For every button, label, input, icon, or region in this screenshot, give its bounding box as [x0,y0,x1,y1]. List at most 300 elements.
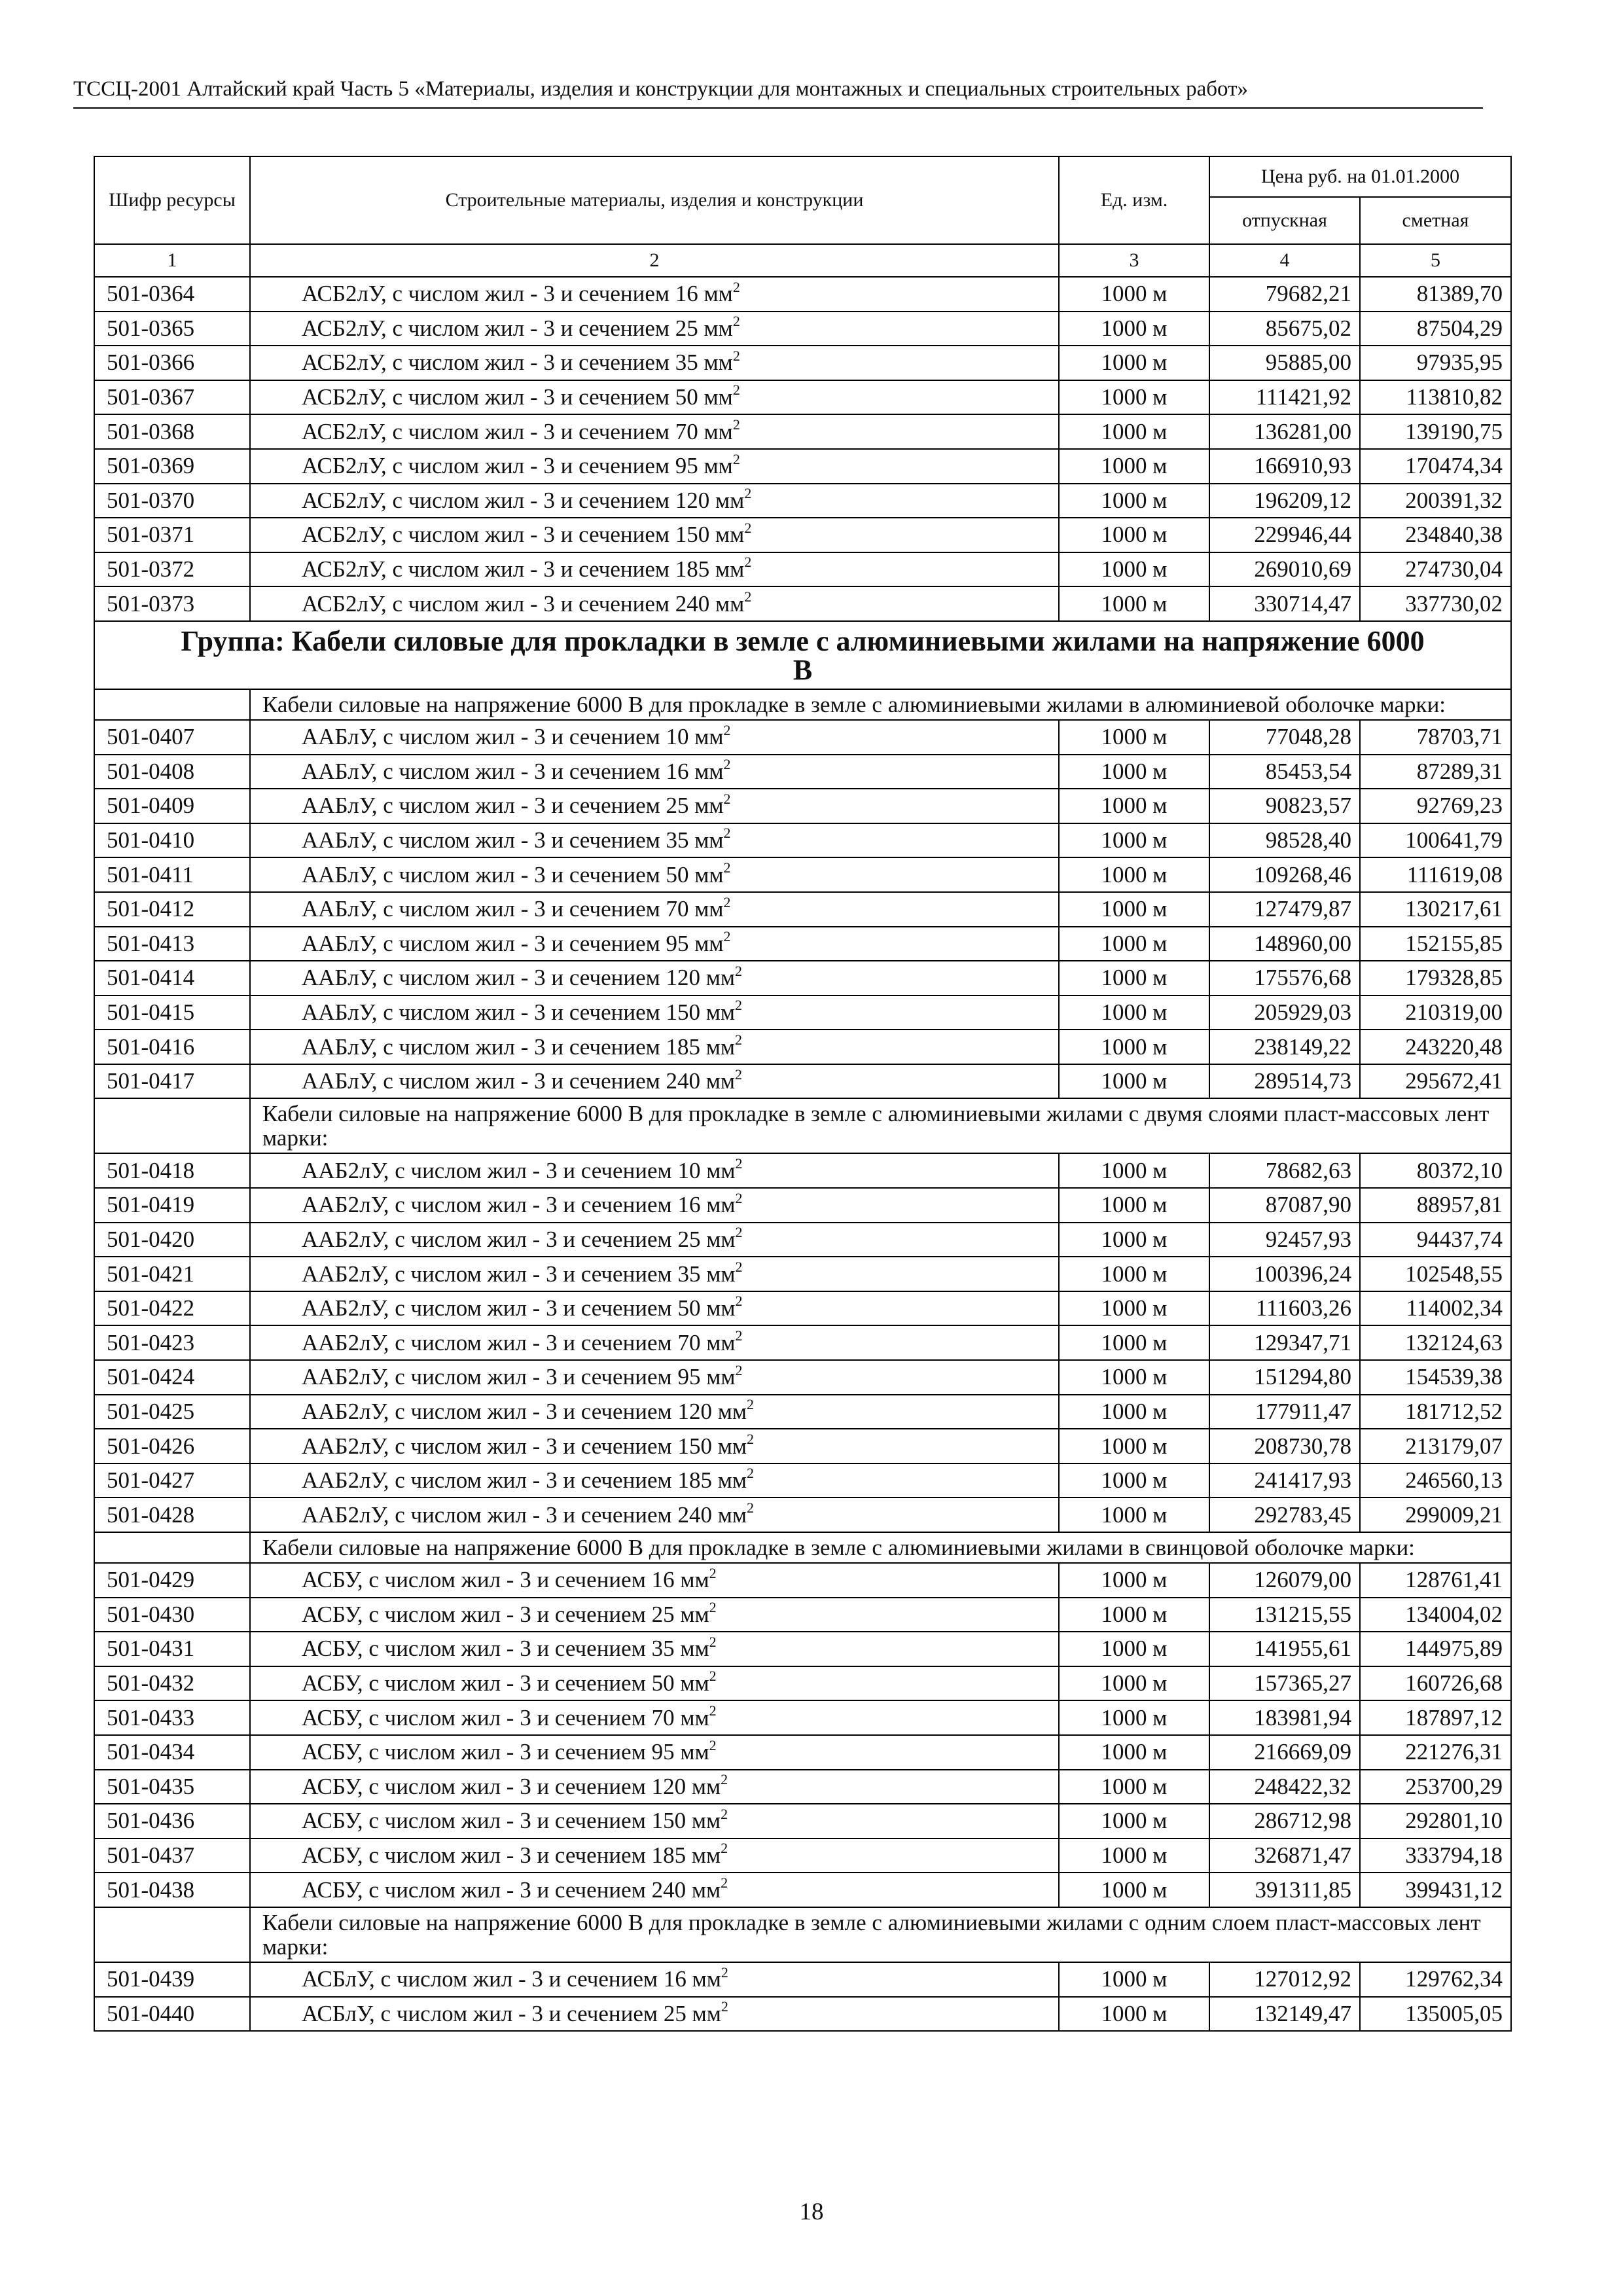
resource-name-text: АСБУ, с числом жил - 3 и сечением 50 мм [302,1670,709,1696]
resource-name [250,1360,1059,1395]
superscript-2: 2 [735,962,743,979]
price-estimate: 94437,74 [1360,1223,1511,1257]
resource-name-text: ААБ2лУ, с числом жил - 3 и сечением 50 мм [302,1295,736,1321]
superscript-2: 2 [744,588,752,605]
resource-name-text: ААБ2лУ, с числом жил - 3 и сечением 95 мм [302,1364,736,1390]
price-estimate: 213179,07 [1360,1429,1511,1463]
price-estimate: 134004,02 [1360,1598,1511,1632]
price-table [94,156,1512,2032]
resource-name-text: ААБлУ, с числом жил - 3 и сечением 95 мм [302,930,724,956]
subgroup-2 [94,1098,1511,1532]
price-release: 151294,80 [1209,1360,1360,1395]
table-row [94,449,1511,484]
unit: 1000 м [1059,1997,1209,2032]
resource-name [250,927,1059,961]
table-row [94,1666,1511,1701]
group-title [94,621,1511,689]
price-release: 127479,87 [1209,892,1360,927]
price-estimate: 181712,52 [1360,1395,1511,1429]
unit: 1000 м [1059,1839,1209,1873]
table-row [94,1598,1511,1632]
table-row [94,1962,1511,1997]
col-unit-header: Ед. изм. [1059,156,1209,244]
superscript-2: 2 [721,1964,728,1981]
resource-name [250,1291,1059,1326]
resource-name [250,1030,1059,1064]
resource-name-text: ААБ2лУ, с числом жил - 3 и сечением 35 мм [302,1261,736,1287]
resource-name [250,1257,1059,1291]
price-estimate: 210319,00 [1360,996,1511,1030]
table-row [94,586,1511,621]
price-estimate: 87504,29 [1360,312,1511,346]
resource-name-text: АСБ2лУ, с числом жил - 3 и сечением 35 мм [302,350,733,376]
superscript-2: 2 [735,1031,743,1048]
price-estimate: 221276,31 [1360,1735,1511,1770]
price-estimate: 144975,89 [1360,1632,1511,1666]
price-estimate: 139190,75 [1360,414,1511,449]
column-number: 3 [1059,244,1209,277]
table-row [94,1873,1511,1907]
unit: 1000 м [1059,1064,1209,1099]
table-row [94,552,1511,587]
resource-name [250,1804,1059,1839]
unit: 1000 м [1059,414,1209,449]
resource-name [250,1632,1059,1666]
table-row [94,380,1511,415]
subgroup-title-row [94,1907,1511,1962]
resource-name-text: АСБ2лУ, с числом жил - 3 и сечением 185 мм [302,556,745,583]
subgroup-empty-cell [94,689,250,720]
column-number: 1 [94,244,250,277]
price-estimate: 132124,63 [1360,1325,1511,1360]
superscript-2: 2 [732,450,740,467]
resource-code: 501-0407 [94,720,250,755]
superscript-2: 2 [721,1840,728,1857]
table-row [94,1153,1511,1188]
table-row [94,1223,1511,1257]
price-release: 126079,00 [1209,1563,1360,1598]
price-estimate: 337730,02 [1360,586,1511,621]
resource-name-text: ААБ2лУ, с числом жил - 3 и сечением 25 мм [302,1226,736,1252]
resource-name-text: ААБлУ, с числом жил - 3 и сечением 70 мм [302,896,724,922]
superscript-2: 2 [732,347,740,364]
price-release: 216669,09 [1209,1735,1360,1770]
unit: 1000 м [1059,277,1209,312]
resource-code: 501-0370 [94,484,250,518]
table-row [94,484,1511,518]
column-number-row [94,244,1511,277]
unit: 1000 м [1059,484,1209,518]
price-estimate: 200391,32 [1360,484,1511,518]
superscript-2: 2 [735,1361,743,1378]
resource-name [250,277,1059,312]
resource-name-text: АСБУ, с числом жил - 3 и сечением 95 мм [302,1739,709,1765]
price-release: 330714,47 [1209,586,1360,621]
table-row [94,1563,1511,1598]
resource-code: 501-0423 [94,1325,250,1360]
table-row [94,1632,1511,1666]
resource-code: 501-0369 [94,449,250,484]
superscript-2: 2 [723,893,731,910]
price-release: 391311,85 [1209,1873,1360,1907]
resource-name [250,755,1059,789]
resource-name [250,518,1059,552]
resource-name-text: ААБ2лУ, с числом жил - 3 и сечением 185 мм [302,1467,747,1494]
price-release: 286712,98 [1209,1804,1360,1839]
unit: 1000 м [1059,552,1209,587]
superscript-2: 2 [723,928,731,945]
table-row [94,1735,1511,1770]
resource-name-text: АСБ2лУ, с числом жил - 3 и сечением 150 мм [302,522,745,548]
resource-name [250,380,1059,415]
price-estimate: 102548,55 [1360,1257,1511,1291]
price-release: 79682,21 [1209,277,1360,312]
resource-name-text: ААБлУ, с числом жил - 3 и сечением 25 мм [302,793,724,819]
col-release-header: отпускная [1209,197,1360,244]
table-row [94,755,1511,789]
price-release: 248422,32 [1209,1770,1360,1804]
unit: 1000 м [1059,1666,1209,1701]
table-row [94,1463,1511,1498]
superscript-2: 2 [735,1066,743,1083]
price-estimate: 234840,38 [1360,518,1511,552]
superscript-2: 2 [735,1293,743,1310]
resource-code: 501-0411 [94,857,250,892]
resource-code: 501-0416 [94,1030,250,1064]
price-estimate: 187897,12 [1360,1700,1511,1735]
price-release: 141955,61 [1209,1632,1360,1666]
col-name-header: Строительные материалы, изделия и конструкции [250,156,1059,244]
table-row [94,961,1511,996]
unit: 1000 м [1059,1291,1209,1326]
resource-code: 501-0414 [94,961,250,996]
superscript-2: 2 [732,416,740,433]
unit: 1000 м [1059,380,1209,415]
resource-code: 501-0425 [94,1395,250,1429]
resource-code: 501-0429 [94,1563,250,1598]
resource-code: 501-0408 [94,755,250,789]
table-row [94,1291,1511,1326]
price-release: 127012,92 [1209,1962,1360,1997]
resource-name-text: ААБлУ, с числом жил - 3 и сечением 50 мм [302,861,724,888]
resource-code: 501-0434 [94,1735,250,1770]
price-estimate: 111619,08 [1360,857,1511,892]
superscript-2: 2 [747,1499,755,1516]
price-release: 326871,47 [1209,1839,1360,1873]
superscript-2: 2 [735,1224,743,1241]
resource-code: 501-0435 [94,1770,250,1804]
resource-name [250,1188,1059,1223]
unit: 1000 м [1059,1563,1209,1598]
table-row [94,1997,1511,2032]
resource-name-text: АСБУ, с числом жил - 3 и сечением 70 мм [302,1704,709,1731]
resource-name-text: ААБ2лУ, с числом жил - 3 и сечением 120 мм [302,1398,747,1424]
unit: 1000 м [1059,1223,1209,1257]
resource-name-text: АСБУ, с числом жил - 3 и сечением 35 мм [302,1636,709,1662]
price-release: 177911,47 [1209,1395,1360,1429]
price-estimate: 113810,82 [1360,380,1511,415]
price-estimate: 246560,13 [1360,1463,1511,1498]
resource-code: 501-0418 [94,1153,250,1188]
resource-name-text: ААБлУ, с числом жил - 3 и сечением 240 мм [302,1068,736,1094]
resource-code: 501-0413 [94,927,250,961]
superscript-2: 2 [732,313,740,330]
resource-name [250,552,1059,587]
resource-name [250,414,1059,449]
table-row [94,1325,1511,1360]
resource-code: 501-0437 [94,1839,250,1873]
price-estimate: 92769,23 [1360,789,1511,823]
price-estimate: 152155,85 [1360,927,1511,961]
resource-code: 501-0420 [94,1223,250,1257]
unit: 1000 м [1059,449,1209,484]
price-release: 241417,93 [1209,1463,1360,1498]
resource-code: 501-0410 [94,823,250,858]
price-release: 289514,73 [1209,1064,1360,1099]
price-release: 109268,46 [1209,857,1360,892]
price-release: 238149,22 [1209,1030,1360,1064]
resource-name [250,789,1059,823]
resource-name-text: АСБУ, с числом жил - 3 и сечением 185 мм [302,1842,721,1869]
superscript-2: 2 [709,1633,717,1650]
resource-code: 501-0422 [94,1291,250,1326]
superscript-2: 2 [747,1430,755,1447]
table-row [94,789,1511,823]
resource-name-text: АСБлУ, с числом жил - 3 и сечением 25 мм [302,2000,721,2026]
resource-name-text: ААБ2лУ, с числом жил - 3 и сечением 150 мм [302,1433,747,1459]
subgroup-title-row [94,689,1511,720]
resource-code: 501-0409 [94,789,250,823]
group-title-row [94,621,1511,689]
resource-name [250,1325,1059,1360]
resource-code: 501-0371 [94,518,250,552]
column-number: 2 [250,244,1059,277]
subgroup-4 [94,1907,1511,2031]
price-estimate: 274730,04 [1360,552,1511,587]
price-release: 148960,00 [1209,927,1360,961]
resource-code: 501-0364 [94,277,250,312]
price-estimate: 292801,10 [1360,1804,1511,1839]
resource-code: 501-0366 [94,346,250,380]
superscript-2: 2 [735,1258,743,1275]
table-row [94,1429,1511,1463]
resource-name-text: ААБлУ, с числом жил - 3 и сечением 35 мм [302,827,724,853]
unit: 1000 м [1059,1360,1209,1395]
superscript-2: 2 [735,1327,743,1344]
superscript-2: 2 [723,721,731,738]
resource-name [250,892,1059,927]
unit: 1000 м [1059,1735,1209,1770]
resource-name [250,1395,1059,1429]
subgroup-empty-cell [94,1098,250,1153]
resource-code: 501-0412 [94,892,250,927]
table-row [94,1188,1511,1223]
resource-name [250,1873,1059,1907]
resource-name-text: АСБ2лУ, с числом жил - 3 и сечением 70 мм [302,418,733,444]
price-release: 229946,44 [1209,518,1360,552]
price-release: 157365,27 [1209,1666,1360,1701]
table-row [94,518,1511,552]
price-estimate: 135005,05 [1360,1997,1511,2032]
price-estimate: 253700,29 [1360,1770,1511,1804]
resource-name-text: АСБ2лУ, с числом жил - 3 и сечением 240 мм [302,590,745,617]
superscript-2: 2 [721,1874,728,1891]
superscript-2: 2 [747,1465,755,1482]
superscript-2: 2 [735,997,743,1014]
resource-name-text: АСБ2лУ, с числом жил - 3 и сечением 50 мм [302,384,733,410]
resource-name [250,1429,1059,1463]
subgroup-title: Кабели силовые на напряжение 6000 В для прокладке в земле с алюминиевыми жилами в алюминиевой оболочке марки: [250,689,1511,720]
resource-name-text: АСБУ, с числом жил - 3 и сечением 150 мм [302,1808,721,1834]
price-release: 111603,26 [1209,1291,1360,1326]
superscript-2: 2 [709,1736,717,1753]
resource-code: 501-0432 [94,1666,250,1701]
superscript-2: 2 [723,790,731,807]
subgroup-3 [94,1532,1511,1907]
price-release: 166910,93 [1209,449,1360,484]
group-section [94,621,1511,689]
page-header: ТССЦ-2001 Алтайский край Часть 5 «Материалы, изделия и конструкции для монтажных и специальных строительных работ» [73,73,1483,109]
resource-name [250,312,1059,346]
resource-name-text: АСБУ, с числом жил - 3 и сечением 16 мм [302,1567,709,1593]
unit: 1000 м [1059,1325,1209,1360]
superscript-2: 2 [744,519,752,536]
table-row [94,892,1511,927]
table-row [94,1395,1511,1429]
price-release: 90823,57 [1209,789,1360,823]
unit: 1000 м [1059,1962,1209,1997]
resource-name [250,1064,1059,1099]
resource-name [250,1498,1059,1532]
unit: 1000 м [1059,518,1209,552]
unit: 1000 м [1059,1598,1209,1632]
table-row [94,720,1511,755]
unit: 1000 м [1059,1632,1209,1666]
price-estimate: 299009,21 [1360,1498,1511,1532]
subgroup-title: Кабели силовые на напряжение 6000 В для прокладке в земле с алюминиевыми жилами с двумя слоями пласт-массовых лент марки: [250,1098,1511,1153]
resource-code: 501-0439 [94,1962,250,1997]
resource-code: 501-0426 [94,1429,250,1463]
column-number: 5 [1360,244,1511,277]
resource-name [250,1153,1059,1188]
price-release: 95885,00 [1209,346,1360,380]
resource-code: 501-0428 [94,1498,250,1532]
subgroup-title-row [94,1532,1511,1563]
price-estimate: 399431,12 [1360,1873,1511,1907]
price-estimate: 160726,68 [1360,1666,1511,1701]
resource-code: 501-0367 [94,380,250,415]
unit: 1000 м [1059,1804,1209,1839]
resource-name [250,1839,1059,1873]
unit: 1000 м [1059,586,1209,621]
resource-name [250,720,1059,755]
resource-name [250,1463,1059,1498]
price-estimate: 81389,70 [1360,277,1511,312]
resource-name-text: АСБУ, с числом жил - 3 и сечением 240 мм [302,1876,721,1903]
price-estimate: 88957,81 [1360,1188,1511,1223]
group-title-line1: Группа: Кабели силовые для прокладки в земле с алюминиевыми жилами на напряжение 6000 [181,624,1425,657]
resource-name-text: ААБлУ, с числом жил - 3 и сечением 150 мм [302,999,736,1025]
price-release: 77048,28 [1209,720,1360,755]
resource-name [250,1962,1059,1997]
table-row [94,1064,1511,1099]
price-release: 175576,68 [1209,961,1360,996]
price-estimate: 295672,41 [1360,1064,1511,1099]
price-estimate: 78703,71 [1360,720,1511,755]
group-title-line2: В [793,653,813,686]
unit: 1000 м [1059,755,1209,789]
table-row [94,927,1511,961]
resource-name-text: ААБ2лУ, с числом жил - 3 и сечением 16 мм [302,1192,736,1218]
unit: 1000 м [1059,1498,1209,1532]
subgroup-title-row [94,1098,1511,1153]
price-release: 98528,40 [1209,823,1360,858]
resource-code: 501-0417 [94,1064,250,1099]
resource-code: 501-0440 [94,1997,250,2032]
superscript-2: 2 [721,1771,728,1788]
resource-code: 501-0373 [94,586,250,621]
table-row [94,312,1511,346]
resource-name [250,586,1059,621]
unit: 1000 м [1059,312,1209,346]
superscript-2: 2 [732,382,740,399]
subgroup-empty-cell [94,1532,250,1563]
resource-name [250,823,1059,858]
price-release: 92457,93 [1209,1223,1360,1257]
superscript-2: 2 [709,1668,717,1685]
col-price-header: Цена руб. на 01.01.2000 [1209,156,1511,197]
subgroup-1 [94,689,1511,1099]
unit: 1000 м [1059,823,1209,858]
price-estimate: 97935,95 [1360,346,1511,380]
unit: 1000 м [1059,1257,1209,1291]
superscript-2: 2 [747,1396,755,1413]
table-row [94,996,1511,1030]
superscript-2: 2 [735,1189,743,1206]
resource-code: 501-0427 [94,1463,250,1498]
resource-code: 501-0431 [94,1632,250,1666]
unit: 1000 м [1059,1429,1209,1463]
price-estimate: 170474,34 [1360,449,1511,484]
resource-name-text: АСБУ, с числом жил - 3 и сечением 120 мм [302,1773,721,1799]
resource-name [250,1997,1059,2032]
subgroup-title: Кабели силовые на напряжение 6000 В для прокладке в земле с алюминиевыми жилами с одним слоем пласт-массовых лент марки: [250,1907,1511,1962]
page-number: 18 [799,2198,824,2225]
resource-code: 501-0415 [94,996,250,1030]
superscript-2: 2 [723,756,731,773]
table-row [94,1804,1511,1839]
price-release: 208730,78 [1209,1429,1360,1463]
resource-name-text: ААБлУ, с числом жил - 3 и сечением 120 мм [302,965,736,991]
superscript-2: 2 [735,1155,743,1172]
superscript-2: 2 [709,1599,717,1616]
table-row [94,277,1511,312]
price-estimate: 80372,10 [1360,1153,1511,1188]
price-estimate: 129762,34 [1360,1962,1511,1997]
table-row [94,823,1511,858]
resource-name [250,1700,1059,1735]
price-estimate: 87289,31 [1360,755,1511,789]
resource-name-text: ААБ2лУ, с числом жил - 3 и сечением 70 мм [302,1329,736,1355]
unit: 1000 м [1059,346,1209,380]
table-row [94,1257,1511,1291]
resource-name-text: АСБ2лУ, с числом жил - 3 и сечением 95 мм [302,453,733,479]
price-release: 85453,54 [1209,755,1360,789]
price-estimate: 154539,38 [1360,1360,1511,1395]
resource-name-text: АСБлУ, с числом жил - 3 и сечением 16 мм [302,1966,721,1992]
resource-code: 501-0365 [94,312,250,346]
resource-name [250,961,1059,996]
